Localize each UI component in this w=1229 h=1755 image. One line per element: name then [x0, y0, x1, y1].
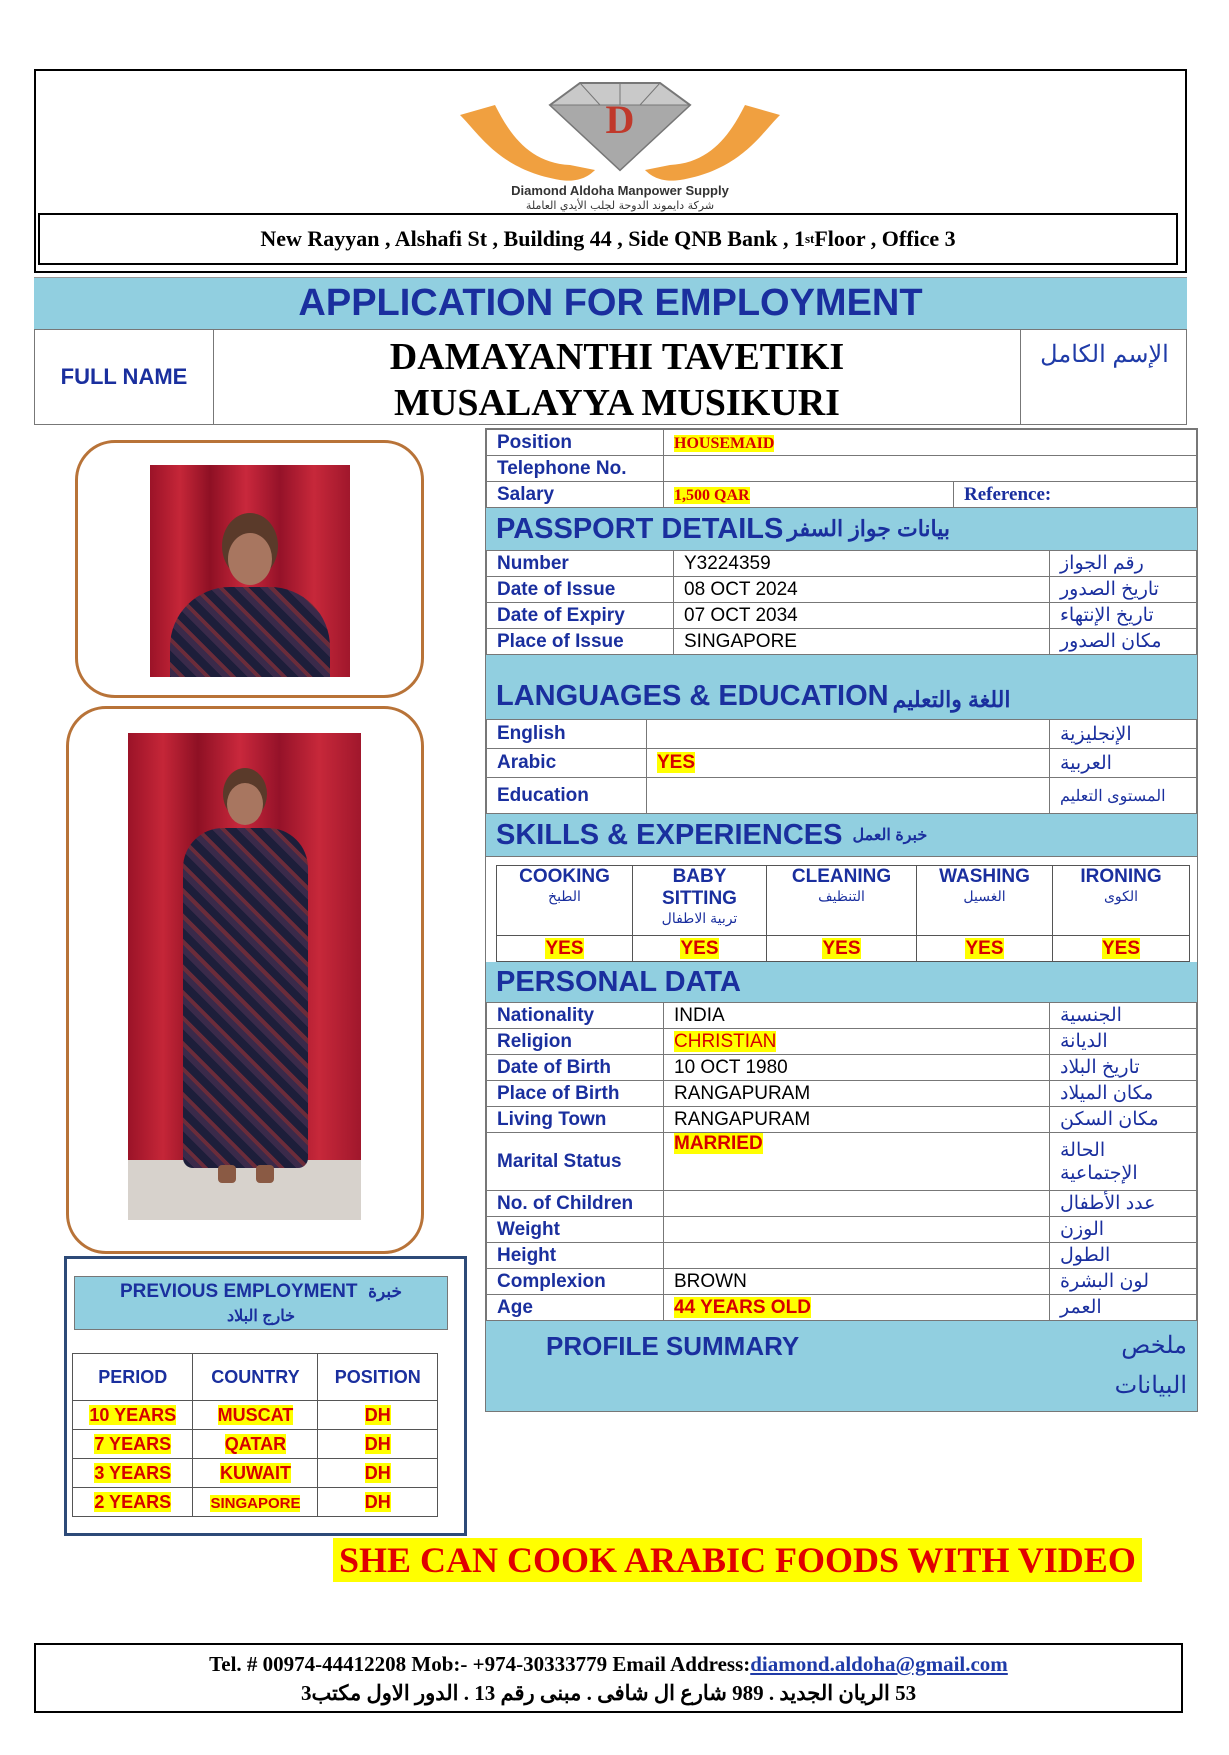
portrait-photo — [150, 465, 350, 677]
footer-address-ar: 53 الريان الجديد . 989 شارع ال شافى . مبنى رقم 13 . الدور الاول مكتب3 — [300, 1681, 917, 1705]
skill-baby-sitting: BABY SITTING تربية الاطفال — [633, 866, 767, 936]
telephone-label: Telephone No. — [487, 456, 664, 482]
logo-company-en: Diamond Aldoha Manpower Supply — [511, 183, 729, 198]
languages-table — [486, 719, 1197, 814]
languages-section-heading: LANGUAGES & EDUCATION اللغة والتعليم — [486, 655, 1197, 719]
column-header-country: COUNTRY — [193, 1354, 318, 1401]
telephone-value — [664, 456, 1197, 482]
table-row: Living Town RANGAPURAM مكان السكن — [487, 1107, 1197, 1133]
personal-data-heading: PERSONAL DATA — [486, 962, 1197, 1002]
job-details-table — [486, 429, 1197, 508]
table-row: English الإنجليزية — [487, 720, 1197, 749]
skill-baby-sitting-value: YES — [680, 937, 719, 959]
table-row: 7 YEARS QATAR DH — [73, 1430, 438, 1459]
logo-company-ar: شركة دايموند الدوحة لجلب الأيدي العاملة — [525, 199, 715, 212]
table-row: 2 YEARS SINGAPORE DH — [73, 1488, 438, 1517]
email-link[interactable]: diamond.aldoha@gmail.com — [750, 1652, 1008, 1676]
table-row: Height الطول — [487, 1243, 1197, 1269]
table-row: Number Y3224359 رقم الجواز — [487, 551, 1197, 577]
page-title: APPLICATION FOR EMPLOYMENT — [34, 277, 1187, 329]
table-row: Date of Issue 08 OCT 2024 تاريخ الصدور — [487, 577, 1197, 603]
profile-summary-heading: PROFILE SUMMARY — [546, 1331, 800, 1361]
salary-value: 1,500 QAR — [664, 482, 954, 508]
skill-cleaning-value: YES — [822, 937, 861, 959]
table-row: Place of Birth RANGAPURAM مكان الميلاد — [487, 1081, 1197, 1107]
passport-table — [486, 550, 1197, 655]
skill-cleaning: CLEANING التنظيف — [767, 866, 917, 936]
table-row: 10 YEARS MUSCAT DH — [73, 1401, 438, 1430]
column-header-position: POSITION — [318, 1354, 438, 1401]
previous-employment-heading: PREVIOUS EMPLOYMENT خبرة خارج البلاد — [74, 1276, 448, 1330]
table-row: Age 44 YEARS OLD العمر — [487, 1295, 1197, 1321]
cooking-note: SHE CAN COOK ARABIC FOODS WITH VIDEO — [333, 1538, 1142, 1582]
skills-section-heading: SKILLS & EXPERIENCES خبرة العمل — [496, 818, 928, 851]
table-row: No. of Children عدد الأطفال — [487, 1191, 1197, 1217]
skill-cooking: COOKING الطبخ — [497, 866, 633, 936]
table-row: 3 YEARS KUWAIT DH — [73, 1459, 438, 1488]
company-address: New Rayyan , Alshafi St , Building 44 , Side QNB Bank , 1 st Floor , Office 3 — [38, 213, 1178, 265]
table-row: Marital Status MARRIED الحالة الإجتماعية — [487, 1133, 1197, 1191]
table-row: Religion CHRISTIAN الديانة — [487, 1029, 1197, 1055]
skill-ironing: IRONING الكوى — [1053, 866, 1190, 936]
table-row: Arabic YES العربية — [487, 749, 1197, 778]
full-name-row — [34, 329, 1187, 425]
profile-summary-section — [486, 1321, 1197, 1411]
application-form — [485, 428, 1198, 1412]
full-name-label: FULL NAME — [35, 330, 214, 424]
reference-label: Reference: — [954, 482, 1197, 508]
footer-phone: Tel. # 00974-44412208 Mob:- +974-30333779 Email Address: — [209, 1652, 751, 1676]
table-row: Place of Issue SINGAPORE مكان الصدور — [487, 629, 1197, 655]
skill-washing: WASHING الغسيل — [917, 866, 1053, 936]
salary-label: Salary — [487, 482, 664, 508]
table-row: Education المستوى التعليم — [487, 778, 1197, 814]
profile-summary-heading-ar-1: ملخص — [1121, 1332, 1187, 1359]
personal-data-table — [486, 1002, 1197, 1321]
column-header-period: PERIOD — [73, 1354, 193, 1401]
previous-employment-table — [72, 1353, 438, 1517]
table-row: Date of Expiry 07 OCT 2034 تاريخ الإنتهاء — [487, 603, 1197, 629]
profile-summary-heading-ar-2: البيانات — [1114, 1372, 1187, 1399]
position-label: Position — [487, 430, 664, 456]
table-row: Complexion BROWN لون البشرة — [487, 1269, 1197, 1295]
logo-letter: D — [605, 97, 635, 142]
table-row: Nationality INDIA الجنسية — [487, 1003, 1197, 1029]
skills-table — [496, 865, 1190, 962]
company-logo — [440, 75, 800, 213]
footer-contact — [34, 1643, 1183, 1713]
full-name-label-ar: الإسم الكامل — [1040, 341, 1169, 368]
full-body-photo — [128, 733, 361, 1220]
table-row: Weight الوزن — [487, 1217, 1197, 1243]
full-name-value: DAMAYANTHI TAVETIKI MUSALAYYA MUSIKURI — [214, 330, 1021, 424]
skill-cooking-value: YES — [545, 937, 584, 959]
passport-section-heading: PASSPORT DETAILS بيانات جواز السفر — [486, 508, 1197, 550]
skill-washing-value: YES — [965, 937, 1004, 959]
skill-ironing-value: YES — [1101, 937, 1141, 959]
position-value: HOUSEMAID — [664, 430, 1197, 456]
skills-section — [486, 814, 1197, 962]
table-row: Date of Birth 10 OCT 1980 تاريخ البلاد — [487, 1055, 1197, 1081]
